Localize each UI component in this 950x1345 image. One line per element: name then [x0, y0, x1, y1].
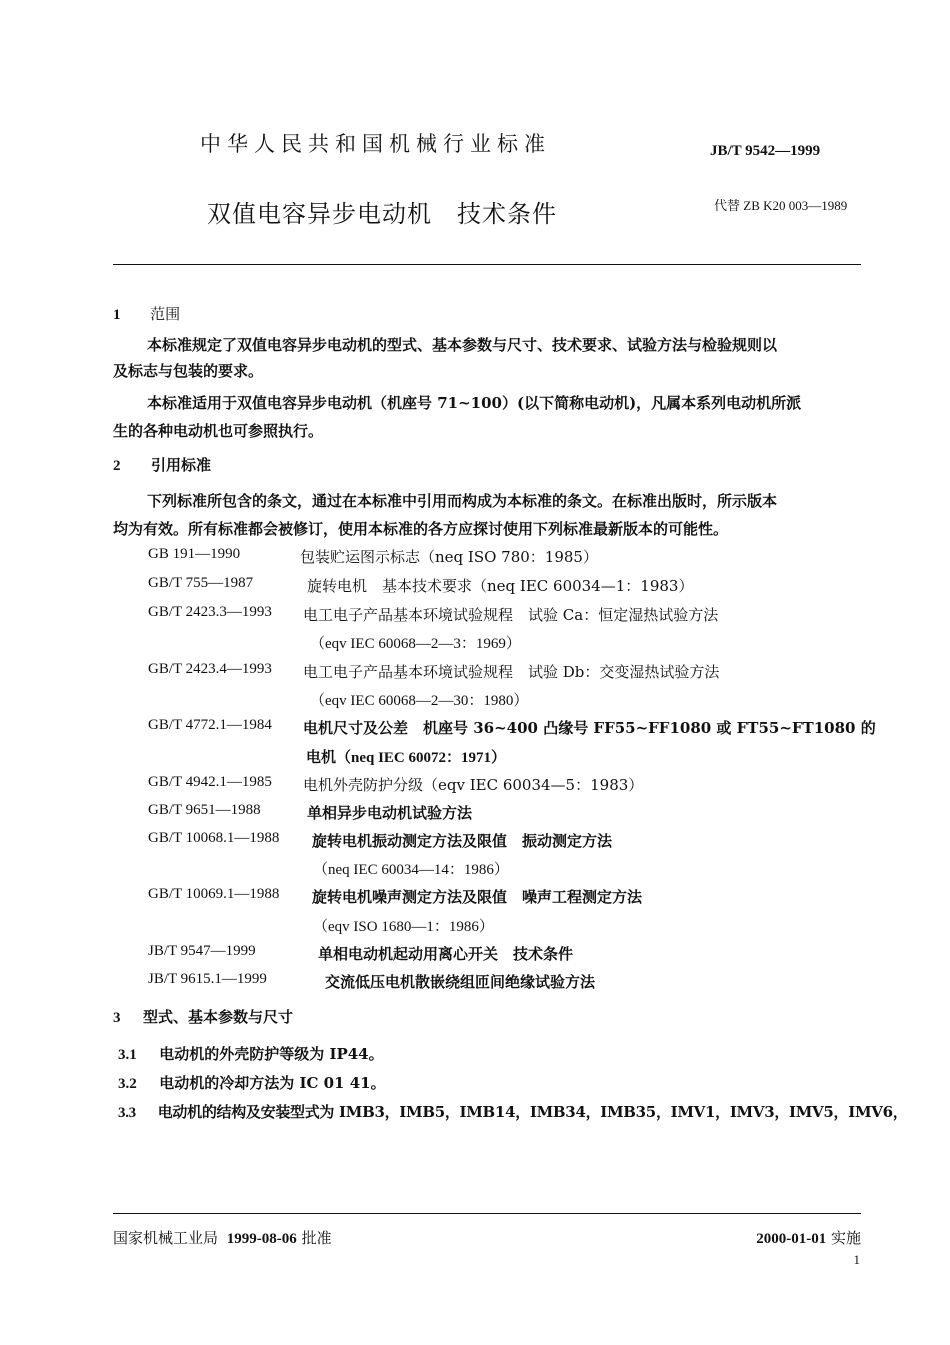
clause-3-2-text: 电动机的冷却方法为 IC 01 41。	[159, 1074, 386, 1092]
clause-3-3-number: 3.3	[118, 1105, 136, 1121]
ref-code-1: GB 191—1990	[148, 546, 241, 562]
approval-date: 1999-08-06	[226, 1231, 297, 1247]
ref-code-6: GB/T 4942.1—1985	[148, 774, 272, 790]
ref-title-9: 旋转电机噪声测定方法及限值 噪声工程测定方法	[312, 888, 643, 906]
implementation-line	[756, 1227, 861, 1248]
clause-3-3	[118, 1101, 907, 1122]
clause-3-2	[118, 1072, 386, 1093]
section-1-title: 范围	[150, 305, 181, 323]
footer-divider	[113, 1213, 861, 1214]
header-divider	[113, 264, 861, 265]
section-1-para-1-line-1: 本标准规定了双值电容异步电动机的型式、基本参数与尺寸、技术要求、试验方法与检验规则以	[147, 336, 778, 354]
ref-code-10: JB/T 9547—1999	[148, 943, 256, 959]
ref-title-11: 交流低压电机散嵌绕组匝间绝缘试验方法	[325, 973, 596, 991]
clause-3-1-text: 电动机的外壳防护等级为 IP44。	[159, 1045, 384, 1063]
issuing-body-title: 中华人民共和国机械行业标准	[200, 132, 551, 156]
ref-cont-8: （neq IEC 60034—14：1986）	[313, 862, 509, 878]
section-2-intro-line-1: 下列标准所包含的条文，通过在本标准中引用而构成为本标准的条文。在标准出版时，所示版本	[147, 492, 778, 510]
section-1-heading	[113, 303, 180, 324]
ref-title-3: 电工电子产品基本环境试验规程 试验 Ca：恒定湿热试验方法	[303, 606, 719, 624]
section-1-para-2-line-1: 本标准适用于双值电容异步电动机（机座号 71~100）(以下简称电动机)，凡属本系列电动机所派	[147, 394, 802, 412]
document-title: 双值电容异步电动机 技术条件	[207, 200, 557, 228]
ref-code-7: GB/T 9651—1988	[148, 802, 261, 818]
ref-title-1: 包装贮运图示标志（neq ISO 780：1985）	[300, 548, 598, 566]
ref-title-10: 单相电动机起动用离心开关 技术条件	[318, 945, 574, 963]
ref-code-2: GB/T 755—1987	[148, 575, 254, 591]
ref-cont-5: 电机（neq IEC 60072：1971）	[306, 750, 507, 766]
ref-code-3: GB/T 2423.3—1993	[148, 604, 272, 620]
ref-code-9: GB/T 10069.1—1988	[148, 886, 280, 902]
ref-cont-9: （eqv ISO 1680—1：1986）	[313, 919, 494, 935]
approver: 国家机械工业局	[113, 1229, 219, 1247]
section-1-para-1-line-2: 及标志与包装的要求。	[113, 362, 264, 380]
ref-code-11: JB/T 9615.1—1999	[148, 971, 267, 987]
ref-title-8: 旋转电机振动测定方法及限值 振动测定方法	[312, 832, 613, 850]
ref-cont-3: （eqv IEC 60068—2—3：1969）	[310, 636, 521, 652]
section-3-heading	[113, 1006, 293, 1027]
section-2-number: 2	[113, 458, 121, 474]
clause-3-1-number: 3.1	[118, 1047, 137, 1063]
clause-3-2-number: 3.2	[118, 1076, 137, 1092]
page-number: 1	[853, 1252, 860, 1267]
ref-code-4: GB/T 2423.4—1993	[148, 661, 272, 677]
section-2-intro-line-2: 均为有效。所有标准都会被修订，使用本标准的各方应探讨使用下列标准最新版本的可能性。	[113, 520, 729, 538]
section-2-heading	[113, 454, 211, 475]
ref-title-7: 单相异步电动机试验方法	[307, 804, 473, 822]
ref-code-5: GB/T 4772.1—1984	[148, 717, 272, 733]
implementation-date: 2000-01-01	[756, 1231, 827, 1247]
replaces-standard: 代替 ZB K20 003—1989	[714, 198, 848, 213]
section-1-para-2-line-2: 生的各种电动机也可参照执行。	[113, 422, 324, 440]
ref-cont-4: （eqv IEC 60068—2—30：1980）	[310, 693, 529, 709]
section-2-title: 引用标准	[150, 456, 211, 474]
approval-line	[113, 1227, 332, 1248]
ref-code-8: GB/T 10068.1—1988	[148, 830, 280, 846]
approval-word: 批准	[301, 1229, 332, 1247]
ref-title-4: 电工电子产品基本环境试验规程 试验 Db：交变湿热试验方法	[303, 663, 720, 681]
section-1-number: 1	[113, 307, 121, 323]
clause-3-3-text: 电动机的结构及安装型式为 IMB3，IMB5，IMB14，IMB34，IMB35，IMV1，IMV3，IMV5，IMV6，	[157, 1103, 908, 1121]
standard-number: JB/T 9542—1999	[710, 143, 821, 159]
section-3-title: 型式、基本参数与尺寸	[142, 1008, 293, 1026]
ref-title-6: 电机外壳防护分级（eqv IEC 60034—5：1983）	[303, 776, 644, 794]
implementation-word: 实施	[830, 1229, 861, 1247]
ref-title-2: 旋转电机 基本技术要求（neq IEC 60034—1：1983）	[307, 577, 694, 595]
clause-3-1	[118, 1043, 384, 1064]
ref-title-5: 电机尺寸及公差 机座号 36~400 凸缘号 FF55~FF1080 或 FT55~FT1080 的	[303, 719, 876, 737]
section-3-number: 3	[113, 1010, 121, 1026]
